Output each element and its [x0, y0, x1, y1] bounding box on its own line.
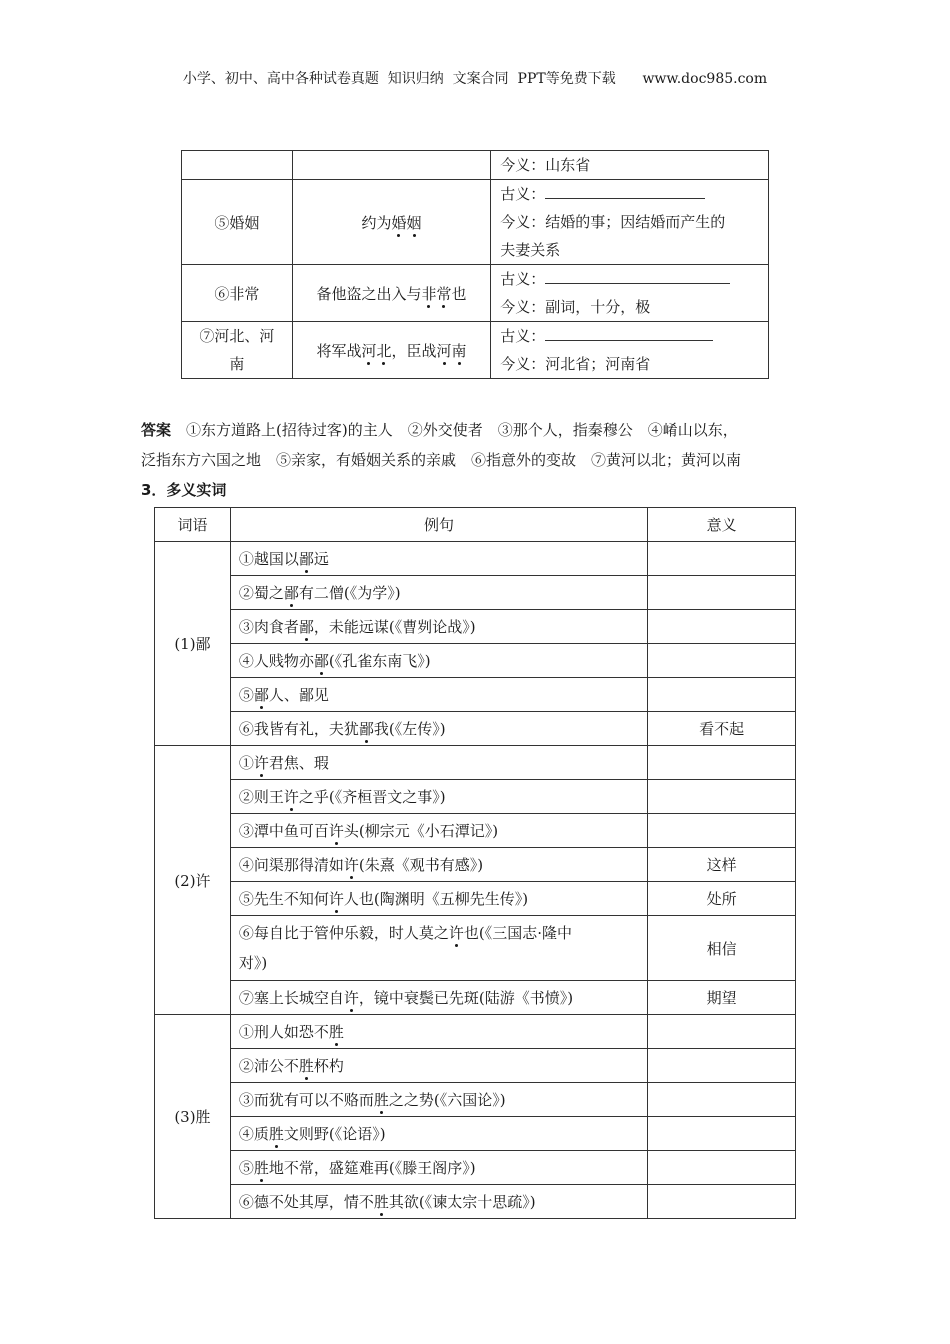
text-fragment: ⑦塞上长城空自 [238, 989, 344, 1007]
text-fragment: 古义： [500, 270, 546, 288]
table-row [155, 1117, 796, 1151]
example-cell [230, 981, 647, 1015]
emphasized-char: 河 [436, 341, 452, 360]
page-header: 小学、初中、高中各种试卷真题 知识归纳 文案合同 PPT等免费下载 www.doc985.com [182, 71, 768, 87]
meaning-cell: 古义： 今义：河北省；河南省 [491, 322, 769, 379]
emphasized-char: 婚 [391, 213, 407, 232]
example-cell [230, 746, 647, 780]
emphasized-char: 许 [328, 890, 344, 908]
table-row [155, 678, 796, 712]
meaning-cell: 处所 [648, 882, 796, 916]
sentence-cell [292, 322, 490, 379]
table-row [155, 1151, 796, 1185]
text-fragment: 古义： [500, 327, 546, 345]
text-fragment: ②蜀之 [238, 584, 284, 602]
emphasized-char: 北 [376, 341, 392, 360]
example-cell [230, 882, 647, 916]
table-row [182, 322, 769, 379]
text-fragment: 地不常，盛筵难再(《滕王阁序》) [268, 1159, 476, 1177]
meaning-cell[interactable] [648, 1117, 796, 1151]
emphasized-char: 许 [253, 754, 269, 772]
text-fragment: 远 [313, 550, 329, 568]
example-cell [230, 916, 647, 981]
table-row [155, 981, 796, 1015]
emphasized-char: 姻 [406, 213, 422, 232]
word-cell: ⑤婚姻 [182, 180, 293, 265]
text-fragment: ⑤ [238, 1159, 254, 1177]
meaning-cell: 今义：山东省 [491, 151, 769, 180]
text-fragment: 之之势(《六国论》) [388, 1091, 506, 1109]
table-row [182, 151, 769, 180]
text-fragment: ⑥我皆有礼，夫犹 [238, 720, 359, 738]
text-fragment: ⑥德不处其厚，情不 [238, 1193, 374, 1211]
table-row [155, 1083, 796, 1117]
example-cell [230, 678, 647, 712]
text-fragment: ① [238, 754, 254, 772]
emphasized-char: 非 [421, 284, 437, 303]
table-header-row [155, 508, 796, 542]
table-row [155, 882, 796, 916]
sentence-cell [292, 151, 490, 180]
text-fragment: 对》) [238, 954, 268, 972]
text-fragment: ④质 [238, 1125, 269, 1143]
emphasized-char: 鄙 [298, 618, 314, 636]
meaning-cell[interactable] [648, 1083, 796, 1117]
table-row [182, 265, 769, 322]
example-cell [230, 610, 647, 644]
table-row [155, 814, 796, 848]
word-cell: (3)胜 [155, 1015, 231, 1219]
table-row [155, 712, 796, 746]
text-fragment: ⑤先生不知何 [238, 890, 329, 908]
text-fragment: 其欲(《谏太宗十思疏》) [388, 1193, 536, 1211]
meaning-cell: 这样 [648, 848, 796, 882]
text-fragment: ②则王 [238, 788, 284, 806]
answer-blank[interactable] [545, 323, 713, 341]
table-row [155, 848, 796, 882]
table-row [155, 1049, 796, 1083]
meaning-cell[interactable] [648, 1049, 796, 1083]
emphasized-char: 鄙 [283, 584, 299, 602]
emphasized-char: 鄙 [313, 652, 329, 670]
text-fragment: 君焦、瑕 [268, 754, 329, 772]
text-fragment: ⑤ [238, 686, 254, 704]
word-cell: ⑥非常 [182, 265, 293, 322]
section-title: 3．多义实词 [141, 481, 227, 499]
table-row [155, 746, 796, 780]
ancient-modern-meaning-table [181, 150, 769, 379]
word-cell: ⑦河北、河 南 [182, 322, 293, 379]
meaning-cell: 古义： 今义：结婚的事；因结婚而产生的 夫妻关系 [491, 180, 769, 265]
emphasized-char: 胜 [268, 1125, 284, 1143]
text-fragment: 头(柳宗元《小石潭记》) [343, 822, 499, 840]
text-fragment: ，镜中衰鬓已先斑(陆游《书愤》) [358, 989, 574, 1007]
example-cell [230, 1083, 647, 1117]
table-row [155, 916, 796, 981]
meaning-cell: 相信 [648, 916, 796, 981]
meaning-cell: 期望 [648, 981, 796, 1015]
emphasized-char: 常 [436, 284, 452, 303]
example-cell [230, 1049, 647, 1083]
text-fragment: ④人贱物亦 [238, 652, 314, 670]
column-header: 例句 [230, 508, 647, 542]
meaning-cell[interactable] [648, 746, 796, 780]
answer-blank[interactable] [545, 266, 730, 284]
emphasized-char: 许 [343, 856, 359, 874]
table-row [155, 644, 796, 678]
meaning-cell[interactable] [648, 1015, 796, 1049]
emphasized-char: 许 [328, 822, 344, 840]
table-row [155, 1015, 796, 1049]
text-fragment: 将军战 [316, 341, 362, 360]
text-fragment: 我(《左传》) [373, 720, 446, 738]
example-cell [230, 576, 647, 610]
emphasized-char: 许 [448, 924, 464, 942]
example-cell [230, 542, 647, 576]
example-cell [230, 780, 647, 814]
text-fragment: (朱熹《观书有感》) [358, 856, 484, 874]
table-row [155, 542, 796, 576]
emphasized-char: 胜 [298, 1057, 314, 1075]
emphasized-char: 鄙 [253, 686, 269, 704]
meaning-cell[interactable] [648, 814, 796, 848]
word-cell: (2)许 [155, 746, 231, 1015]
text-fragment: ①越国以 [238, 550, 299, 568]
text-fragment: ，臣战 [391, 341, 437, 360]
example-cell [230, 848, 647, 882]
table-row [155, 780, 796, 814]
table-row [155, 1185, 796, 1219]
emphasized-char: 胜 [328, 1023, 344, 1041]
text-fragment: 也 [451, 284, 467, 303]
meaning-cell[interactable] [648, 1151, 796, 1185]
text-fragment: ⑥每自比于管仲乐毅，时人莫之 [238, 924, 449, 942]
text-fragment: 约为 [361, 213, 392, 232]
text-fragment: ②沛公不 [238, 1057, 299, 1075]
table-row [155, 576, 796, 610]
text-fragment: (《孔雀东南飞》) [328, 652, 431, 670]
emphasized-char: 胜 [373, 1193, 389, 1211]
text-fragment: 古义： [500, 185, 546, 203]
text-fragment: ④问渠那得清如 [238, 856, 344, 874]
meaning-cell[interactable] [648, 542, 796, 576]
meaning-cell[interactable] [648, 678, 796, 712]
emphasized-char: 胜 [253, 1159, 269, 1177]
emphasized-char: 鄙 [358, 720, 374, 738]
text-fragment: 备他盗之出入与 [316, 284, 422, 303]
text-fragment: ③潭中鱼可百 [238, 822, 329, 840]
text-fragment: 杯杓 [313, 1057, 344, 1075]
text-fragment: 有二僧(《为学》) [298, 584, 401, 602]
answer-blank[interactable] [545, 181, 705, 199]
text-fragment: 之乎(《齐桓晋文之事》) [298, 788, 446, 806]
word-cell: (1)鄙 [155, 542, 231, 746]
polysemy-table [154, 507, 796, 1219]
example-cell [230, 712, 647, 746]
column-header: 词语 [155, 508, 231, 542]
example-cell [230, 1015, 647, 1049]
table-row [182, 180, 769, 265]
emphasized-char: 河 [361, 341, 377, 360]
meaning-cell[interactable] [648, 576, 796, 610]
meaning-cell[interactable] [648, 610, 796, 644]
text-fragment: ①刑人如恐不 [238, 1023, 329, 1041]
meaning-cell[interactable] [648, 1185, 796, 1219]
text-fragment: ③肉食者 [238, 618, 299, 636]
meaning-cell: 看不起 [648, 712, 796, 746]
emphasized-char: 鄙 [298, 550, 314, 568]
emphasized-char: 胜 [373, 1091, 389, 1109]
answer-block: 答案 ①东方道路上(招待过客)的主人 ②外交使者 ③那个人，指秦穆公 ④崤山以东， 泛指东方六国之地 ⑤亲家，有婚姻关系的亲戚 ⑥指意外的变故 ⑦黄河以北；黄河以南 [141, 421, 742, 469]
text-fragment: ③而犹有可以不赂而 [238, 1091, 374, 1109]
text-fragment: ，未能远谋(《曹刿论战》) [313, 618, 476, 636]
example-cell [230, 1117, 647, 1151]
sentence-cell [292, 180, 490, 265]
meaning-cell[interactable] [648, 780, 796, 814]
emphasized-char: 许 [343, 989, 359, 1007]
text-fragment: 人、鄙见 [268, 686, 329, 704]
text-fragment: 也(《三国志·隆中 [463, 924, 573, 942]
example-cell [230, 814, 647, 848]
text-fragment: 文则野(《论语》) [283, 1125, 386, 1143]
text-fragment: ①东方道路上(招待过客)的主人 ②外交使者 ③那个人，指秦穆公 ④崤山以东， [186, 421, 738, 439]
meaning-cell: 古义： 今义：副词，十分，极 [491, 265, 769, 322]
example-cell [230, 1185, 647, 1219]
sentence-cell [292, 265, 490, 322]
meaning-cell[interactable] [648, 644, 796, 678]
emphasized-char: 许 [283, 788, 299, 806]
answer-label: 答案 [141, 421, 172, 439]
table-row [155, 610, 796, 644]
text-fragment: 人也(陶渊明《五柳先生传》) [343, 890, 529, 908]
example-cell [230, 1151, 647, 1185]
emphasized-char: 南 [451, 341, 467, 360]
word-cell [182, 151, 293, 180]
column-header: 意义 [648, 508, 796, 542]
example-cell [230, 644, 647, 678]
